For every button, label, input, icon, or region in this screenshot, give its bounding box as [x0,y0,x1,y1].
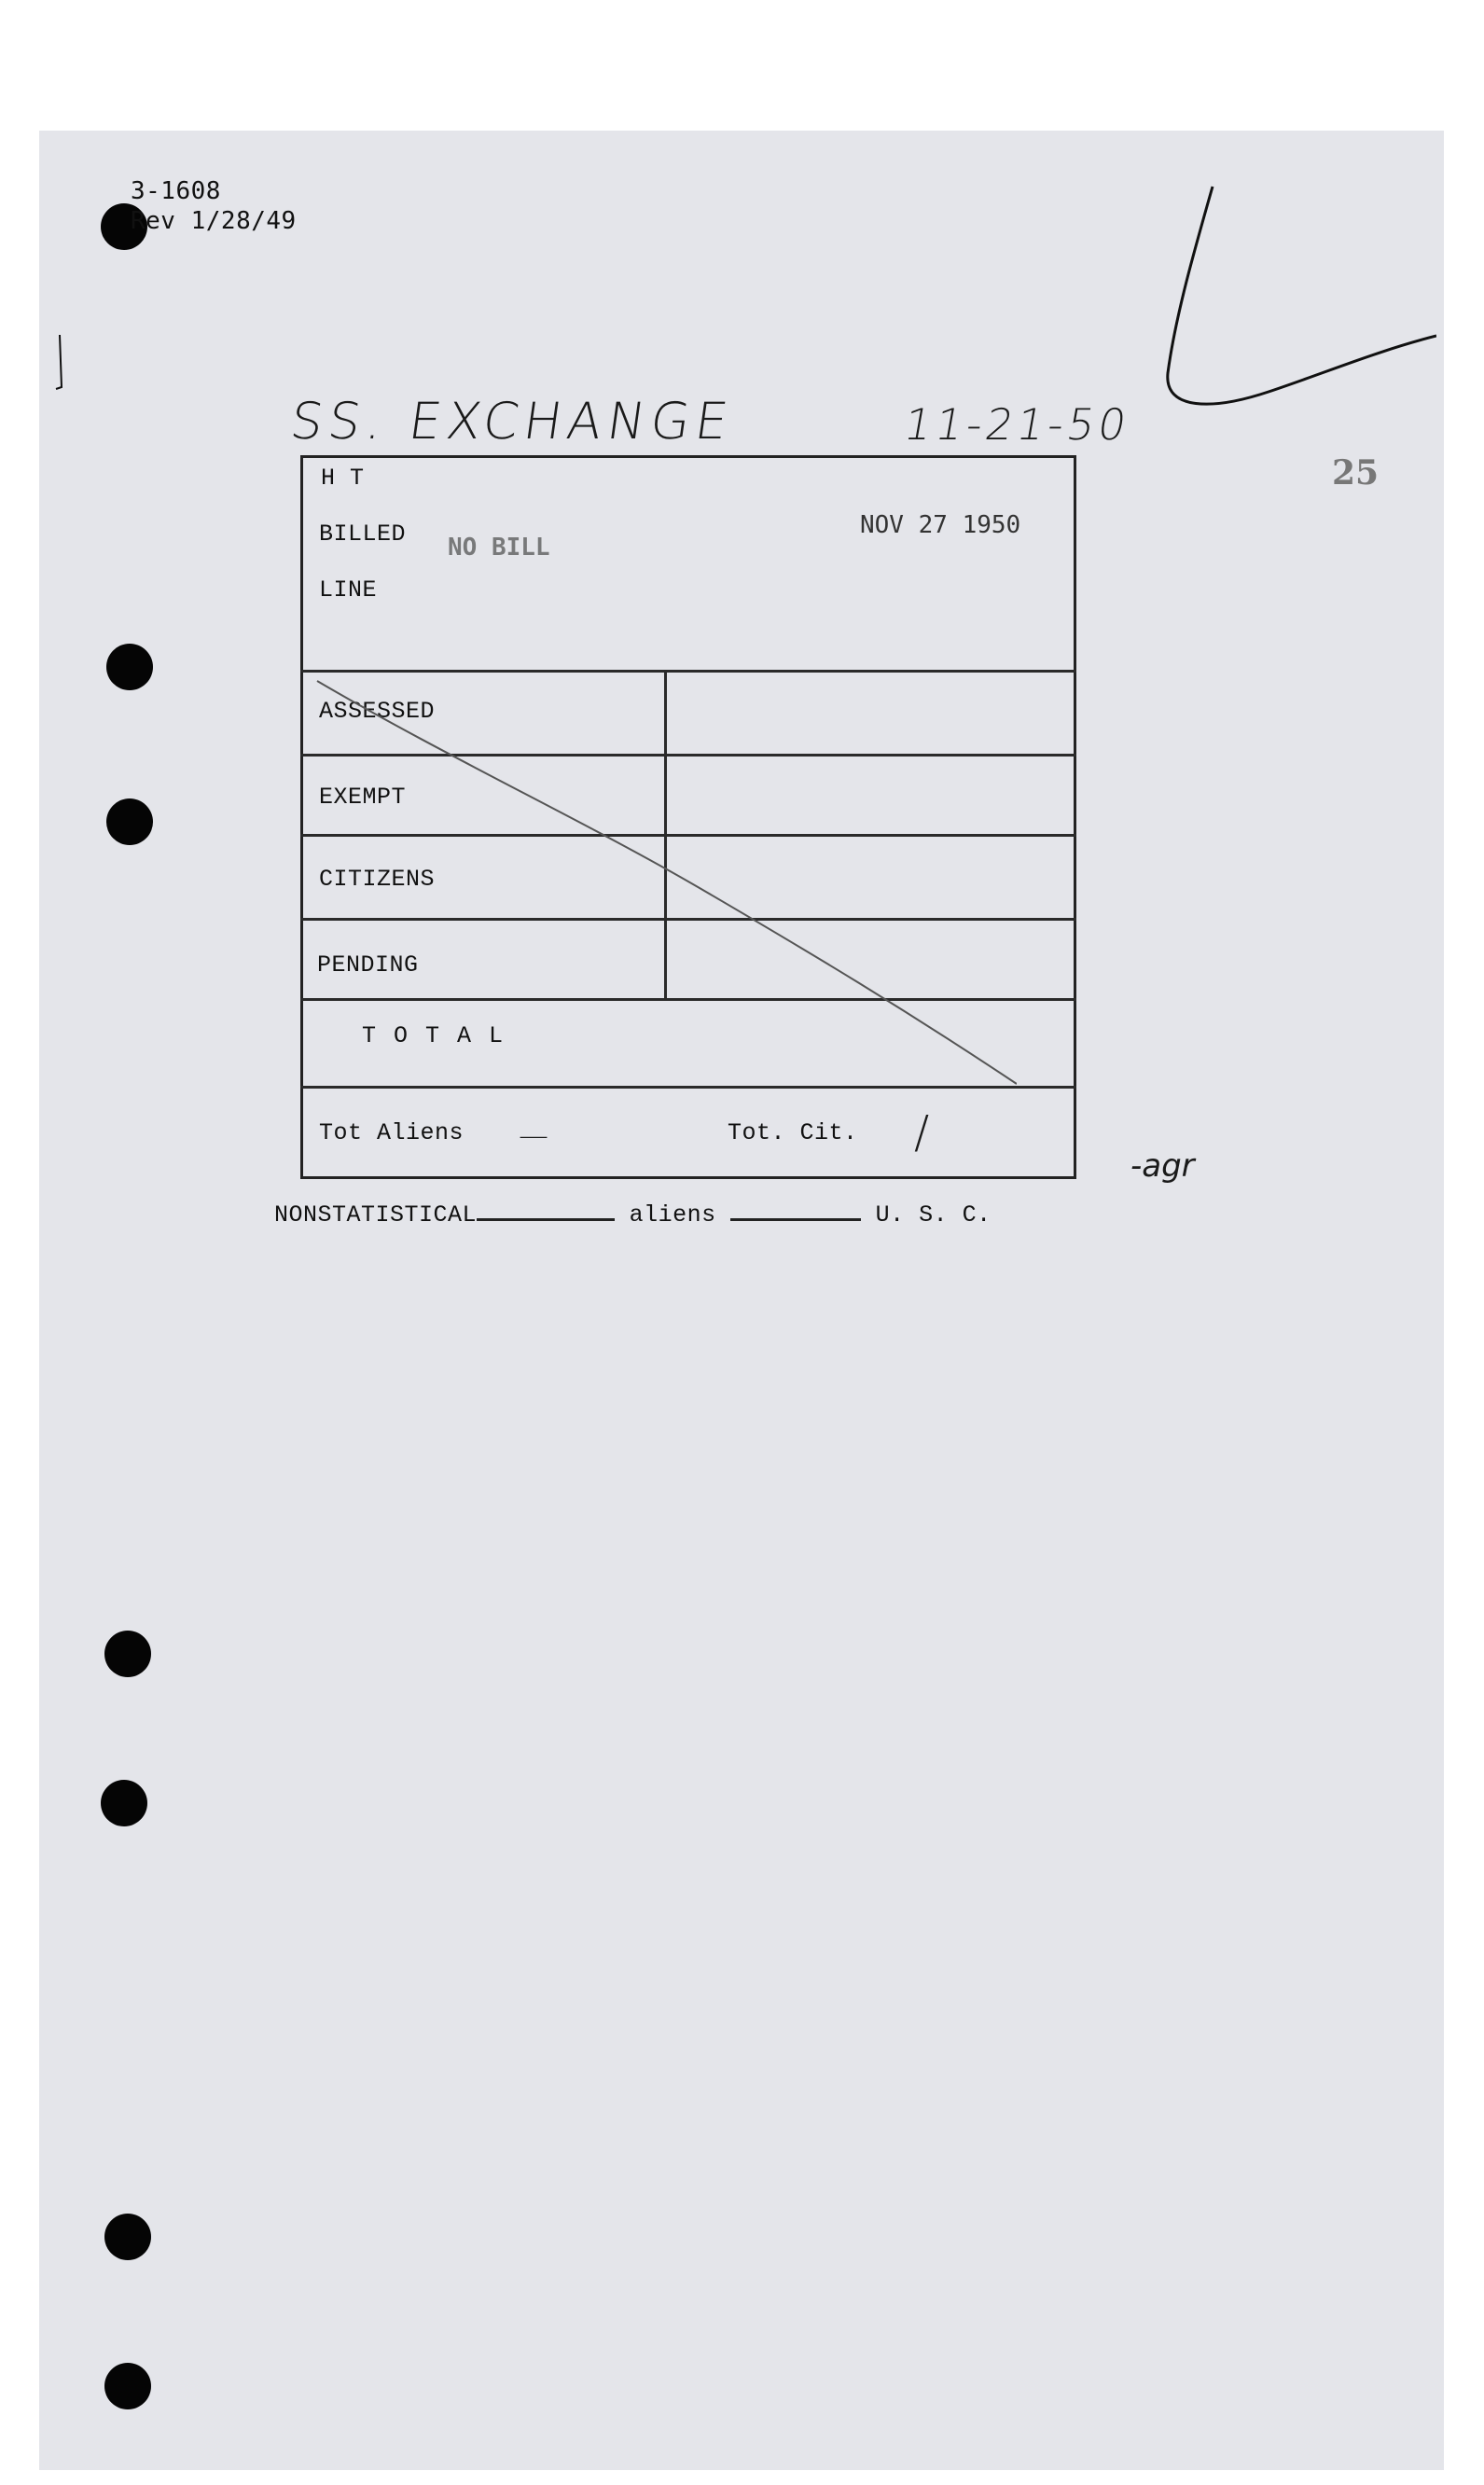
tot-aliens-mark: — [519,1118,548,1153]
line-label: LINE [319,576,378,604]
total-label: T O T A L [362,1022,506,1049]
punch-hole [101,1780,147,1826]
page-number: 25 [1332,453,1380,493]
usc-label: U. S. C. [875,1201,992,1229]
punch-hole [106,798,153,845]
margin-mark [52,331,71,396]
punch-hole [104,1631,151,1677]
billed-label: BILLED [319,521,407,548]
form-number: 3-1608 [131,177,221,205]
nonstatistical-blank [477,1218,615,1221]
tot-cit-value: / [914,1106,930,1159]
tot-aliens-label: Tot Aliens [319,1119,465,1146]
assessed-label: ASSESSED [319,698,436,725]
punch-hole [104,2214,151,2260]
initials: -agr [1130,1147,1195,1185]
exempt-label: EXEMPT [319,784,407,811]
aliens-blank [730,1218,861,1221]
punch-hole [104,2363,151,2409]
aliens-label: aliens [629,1201,716,1229]
check-mark [1157,177,1436,429]
ht-label: H T [321,465,365,492]
strike-line [308,673,1017,1103]
no-bill-stamp: NO BILL [448,534,550,562]
date-stamp: NOV 27 1950 [860,511,1021,539]
form-revision: Rev 1/28/49 [131,207,297,235]
form-divider [300,670,1076,673]
tot-cit-label: Tot. Cit. [728,1119,858,1146]
arrival-date: 11-21-50 [900,399,1134,450]
ship-name: SS. EXCHANGE [286,392,738,451]
pending-label: PENDING [317,951,419,979]
nonstatistical-line [274,1201,992,1229]
punch-hole [106,644,153,690]
citizens-label: CITIZENS [319,866,436,893]
nonstatistical-label: NONSTATISTICAL [274,1201,478,1229]
